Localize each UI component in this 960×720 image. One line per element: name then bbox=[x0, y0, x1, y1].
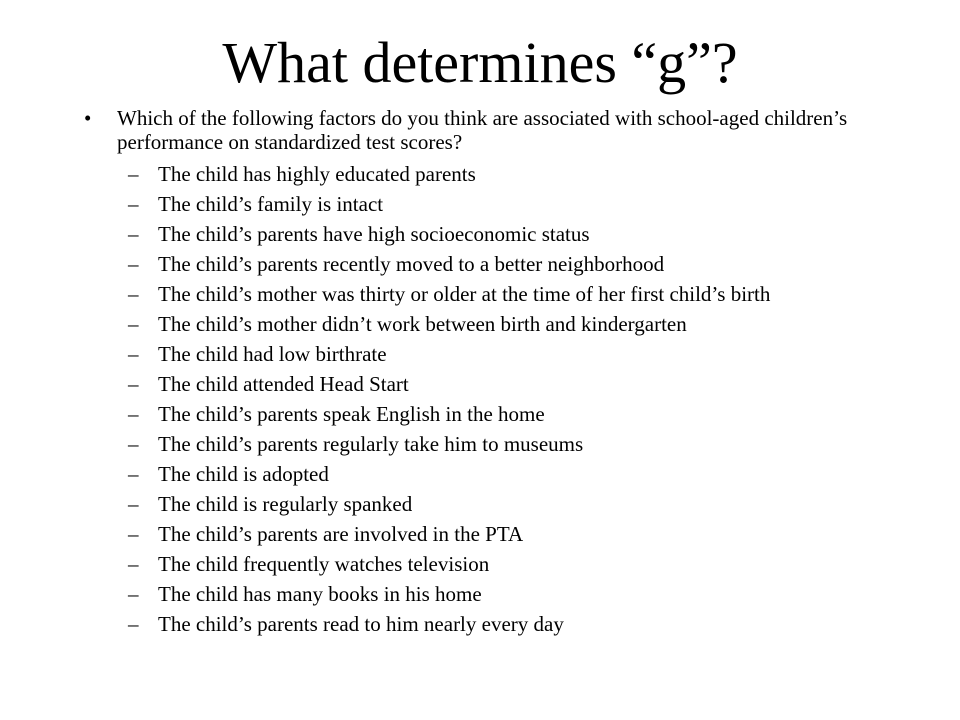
list-item-text: The child’s parents have high socioeconomic status bbox=[158, 222, 590, 246]
list-item bbox=[84, 222, 860, 246]
list-item bbox=[84, 192, 860, 216]
factor-list bbox=[84, 162, 860, 636]
list-item-text: The child had low birthrate bbox=[158, 342, 387, 366]
dash-icon: – bbox=[128, 342, 139, 366]
dash-icon: – bbox=[128, 432, 139, 456]
list-item-text: The child’s parents are involved in the PTA bbox=[158, 522, 524, 546]
list-item-text: The child has highly educated parents bbox=[158, 162, 476, 186]
list-item bbox=[84, 462, 860, 486]
dash-icon: – bbox=[128, 462, 139, 486]
slide-title: What determines “g”? bbox=[222, 30, 738, 95]
bullet-icon: • bbox=[84, 106, 92, 130]
list-item bbox=[84, 522, 860, 546]
list-item-text: The child’s parents speak English in the home bbox=[158, 402, 545, 426]
list-item-text: The child’s parents recently moved to a better neighborhood bbox=[158, 252, 665, 276]
list-item bbox=[84, 402, 860, 426]
dash-icon: – bbox=[128, 222, 139, 246]
list-item-text: The child attended Head Start bbox=[158, 372, 409, 396]
list-item bbox=[84, 342, 860, 366]
question-text: Which of the following factors do you think are associated with school-aged children’s performance on standardized test scores? bbox=[117, 106, 848, 154]
list-item bbox=[84, 552, 860, 576]
dash-icon: – bbox=[128, 522, 139, 546]
list-item-text: The child frequently watches television bbox=[158, 552, 490, 576]
list-item bbox=[84, 162, 860, 186]
list-item-text: The child’s mother was thirty or older at the time of her first child’s birth bbox=[158, 282, 771, 306]
list-item bbox=[84, 582, 860, 606]
list-item-text: The child has many books in his home bbox=[158, 582, 482, 606]
dash-icon: – bbox=[128, 612, 139, 636]
list-item-text: The child’s parents read to him nearly every day bbox=[158, 612, 564, 636]
slide-content bbox=[84, 106, 860, 642]
dash-icon: – bbox=[128, 552, 139, 576]
dash-icon: – bbox=[128, 162, 139, 186]
list-item bbox=[84, 612, 860, 636]
list-item-text: The child’s mother didn’t work between birth and kindergarten bbox=[158, 312, 687, 336]
dash-icon: – bbox=[128, 312, 139, 336]
list-item bbox=[84, 282, 860, 306]
list-item-text: The child’s parents regularly take him to museums bbox=[158, 432, 584, 456]
list-item-text: The child is regularly spanked bbox=[158, 492, 413, 516]
dash-icon: – bbox=[128, 282, 139, 306]
dash-icon: – bbox=[128, 402, 139, 426]
dash-icon: – bbox=[128, 252, 139, 276]
dash-icon: – bbox=[128, 492, 139, 516]
list-item bbox=[84, 252, 860, 276]
list-item bbox=[84, 432, 860, 456]
dash-icon: – bbox=[128, 372, 139, 396]
list-item bbox=[84, 492, 860, 516]
list-item-text: The child’s family is intact bbox=[158, 192, 384, 216]
list-item bbox=[84, 312, 860, 336]
question-bullet bbox=[84, 106, 860, 154]
list-item-text: The child is adopted bbox=[158, 462, 329, 486]
dash-icon: – bbox=[128, 192, 139, 216]
dash-icon: – bbox=[128, 582, 139, 606]
list-item bbox=[84, 372, 860, 396]
